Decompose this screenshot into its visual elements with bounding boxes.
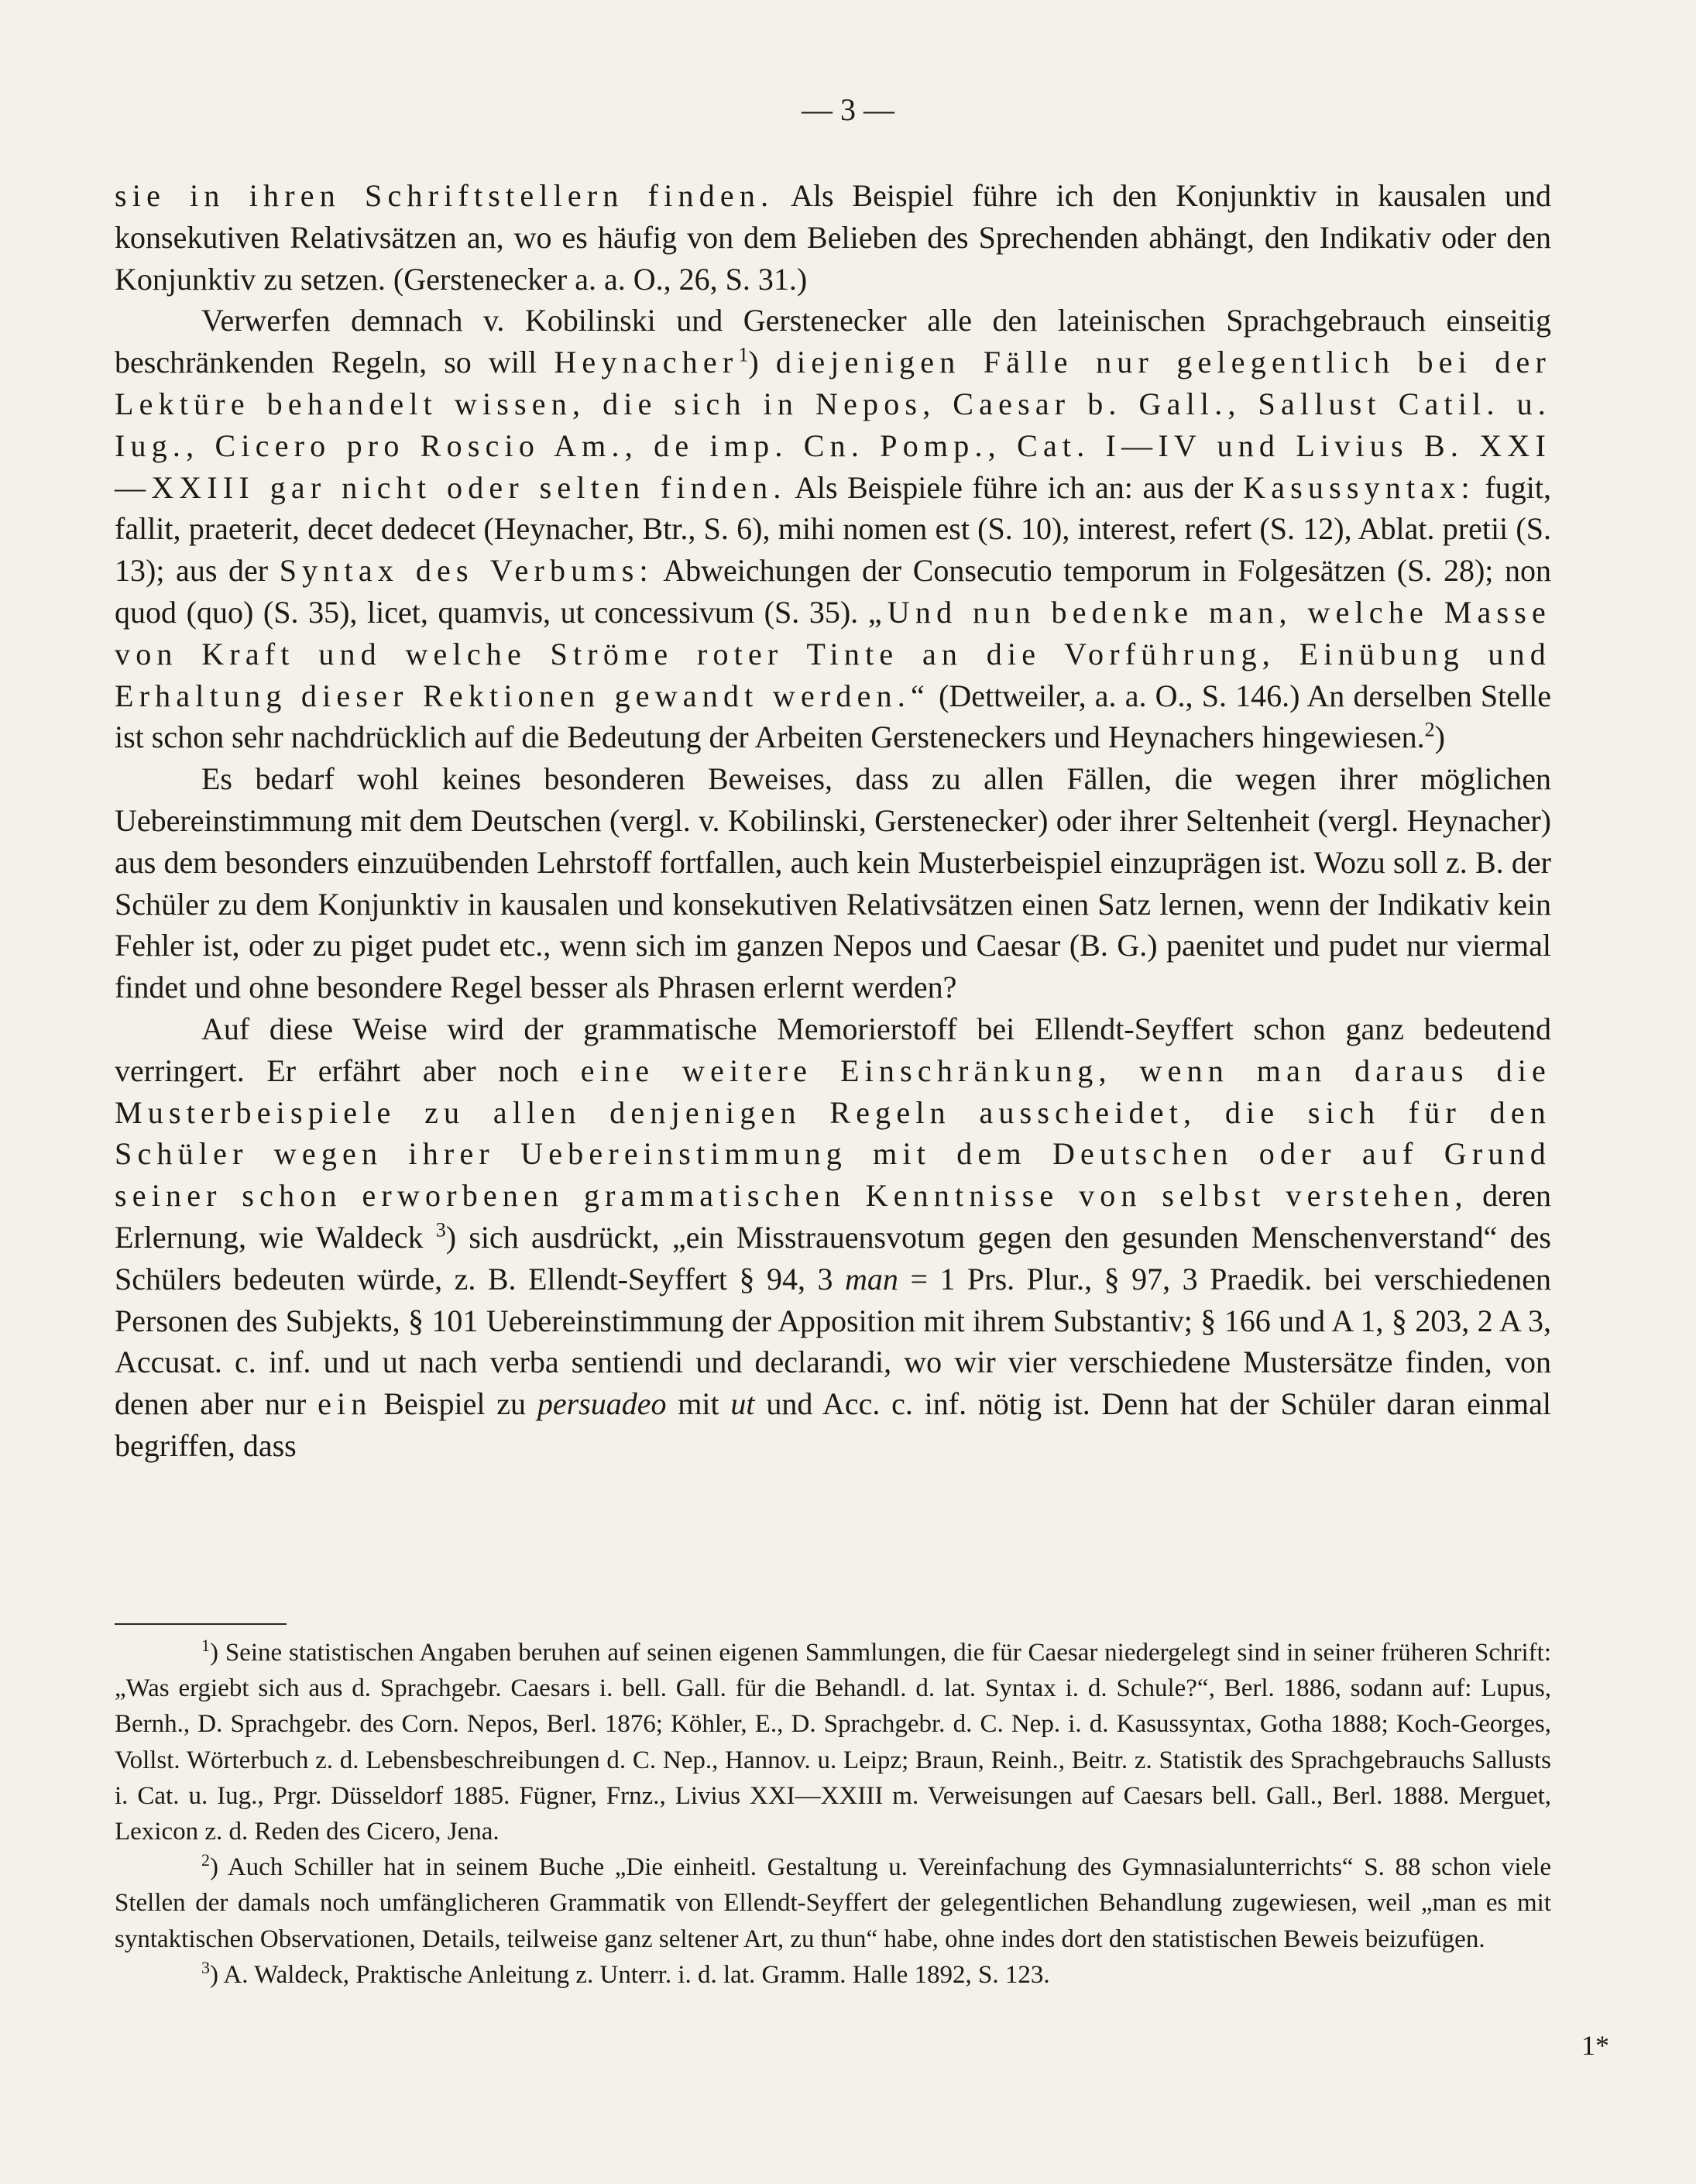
- emphasis-spaced: Heynacher: [554, 345, 739, 380]
- paragraph-3: Es bedarf wohl keines besonderen Beweises, dass zu allen Fällen, die wegen ihrer möglichen Uebereinstimmung mit dem Deutschen (vergl. v. Kobilinski, Gerstenecker) oder ihrer Seltenheit (vergl. Heynacher) aus dem besonders einzuübenden Lehrstoff fortfallen, auch kein Musterbeispiel einzuprägen ist. Wozu soll z. B. der Schüler zu dem Konjunktiv in kausalen und konsekutiven Relativsätzen einen Satz lernen, wenn der Indikativ kein Fehler ist, oder zu piget pudet etc., wenn sich im ganzen Nepos und Caesar (B. G.) paenitet und pudet nur viermal findet und ohne besondere Regel besser als Phrasen erlernt werden?: [115, 761, 1551, 1005]
- text-run: Verwerfen demnach v. Kobilinski und Gerstenecker alle den lateinischen Sprachgebrauch einseitig beschränkenden Regeln, so will: [115, 303, 1551, 380]
- footnote-ref-3[interactable]: 3: [435, 1218, 446, 1241]
- emphasis-spaced: diejenigen Fälle nur gelegentlich bei der Lektüre behandelt wissen, die sich in Nepos, Caesar b. Gall., Sallust Catil. u. Iug., Cicero pro Roscio Am., de imp. Cn. Pomp., Cat. I—IV und Livius B. XXI—XXIII gar nicht oder selten finden.: [115, 345, 1552, 505]
- page-number: — 3 —: [802, 92, 894, 127]
- main-text: [115, 175, 1551, 1467]
- footnote-mark: 2: [201, 1850, 210, 1870]
- text-run: Als Beispiele führe ich an: aus der: [786, 469, 1244, 505]
- emphasis-italic: ut: [730, 1386, 755, 1422]
- footnote-ref-2[interactable]: 2: [1424, 719, 1435, 742]
- emphasis-spaced: Kasussyntax:: [1243, 469, 1475, 505]
- emphasis-italic: persuadeo: [537, 1386, 667, 1422]
- emphasis-spaced: eine weitere Einschränkung, wenn man daraus die Musterbeispiele zu allen denjenigen Regeln ausscheidet, die sich für den Schüler wegen ihrer Uebereinstimmung mit dem Deutschen oder auf Grund seiner schon erworbenen grammatischen Kenntnisse von selbst verstehen,: [115, 1053, 1551, 1214]
- text-run: Als Beispiel führe ich den Konjunktiv in kausalen und konsekutiven Relativsätzen an, wo es häufig von dem Belieben des Sprechenden abhängt, den Indikativ oder den Konjunktiv zu setzen. (Gerstenecker a. a. O., 26, S. 31.): [115, 178, 1552, 297]
- text-run: ): [1434, 719, 1445, 755]
- paragraph-1: [115, 175, 1551, 300]
- footnote-text: ) Seine statistischen Angaben beruhen auf seinen eigenen Sammlungen, die für Caesar niedergelegt sind in seiner früheren Schrift: „Was ergiebt sich aus d. Sprachgebr. Caesars i. bell. Gall. für die Behandl. d. lat. Syntax i. d. Schule?“, Berl. 1886, sodann auf: Lupus, Bernh., D. Sprachgebr. des Corn. Nepos, Berl. 1876; Köhler, E., D. Sprachgebr. d. C. Nep. i. d. Kasussyntax, Gotha 1888; Koch-Georges, Vollst. Wörterbuch z. d. Lebensbeschreibungen d. C. Nep., Hannov. u. Leipz; Braun, Reinh., Beitr. z. Statistik des Sprachgebrauchs Sallusts i. Cat. u. Iug., Prgr. Düsseldorf 1885. Fügner, Frnz., Livius XXI—XXIII m. Verweisungen auf Caesars bell. Gall., Berl. 1888. Merguet, Lexicon z. d. Reden des Cicero, Jena.: [115, 1639, 1551, 1846]
- emphasis-spaced: Syntax des Verbums:: [279, 553, 654, 589]
- footnote-2: [115, 1849, 1551, 1957]
- footnote-mark: 1: [201, 1636, 210, 1655]
- footnote-ref-1[interactable]: 1: [738, 343, 749, 366]
- text-run: deren Erlernung, wie Waldeck: [115, 1178, 1551, 1255]
- text-run: Abweichungen der Consecutio temporum in Folgesätzen (S. 28); non quod (quo) (S. 35), licet, quamvis, ut concessivum (S. 35).: [115, 553, 1551, 630]
- text-run: fugit, fallit, praeterit, decet dedecet (Heynacher, Btr., S. 6), mihi nomen est (S. 10), interest, refert (S. 12), Ablat. pretii (S. 13); aus der: [115, 469, 1551, 589]
- text-run: ) sich ausdrückt, „ein Misstrauensvotum gegen den gesunden Menschenverstand“ des Schülers bedeuten würde, z. B. Ellendt-Seyffert § 94, 3: [115, 1219, 1551, 1296]
- text-run: (Dettweiler, a. a. O., S. 146.) An derselben Stelle ist schon sehr nachdrücklich auf die Bedeutung der Arbeiten Gersteneckers und Heynachers hingewiesen.: [115, 678, 1551, 755]
- text-run: Beispiel zu: [372, 1386, 537, 1422]
- footnote-text: ) A. Waldeck, Praktische Anleitung z. Unterr. i. d. lat. Gramm. Halle 1892, S. 123.: [210, 1960, 1050, 1989]
- text-run: und Acc. c. inf. nötig ist. Denn hat der Schüler daran einmal begriffen, dass: [115, 1386, 1552, 1463]
- emphasis-spaced: ein: [318, 1386, 373, 1422]
- emphasis-italic: man: [845, 1261, 898, 1296]
- footnote-3: [115, 1957, 1551, 1993]
- footnotes: [115, 1635, 1551, 1993]
- footnote-divider: [115, 1623, 287, 1625]
- footnote-text: ) Auch Schiller hat in seinem Buche „Die einheitl. Gestaltung u. Vereinfachung des Gymnasialunterrichts“ S. 88 schon viele Stellen der damals noch umfänglicheren Grammatik von Ellendt-Seyffert der gelegentlichen Behandlung zugewiesen, weil „man es mit syntaktischen Observationen, Details, teilweise ganz seltener Art, zu thun“ habe, ohne indes dort den statistischen Beweis beizufügen.: [115, 1853, 1551, 1953]
- printer-signature-mark: 1*: [1581, 2030, 1609, 2061]
- emphasis-spaced: „Und nun bedenke man, welche Masse von Kraft und welche Ströme roter Tinte an die Vorführung, Einübung und Erhaltung dieser Rektionen gewandt werden.“: [115, 594, 1552, 713]
- text-run: Auf diese Weise wird der grammatische Memorierstoff bei Ellendt-Seyffert schon ganz bedeutend verringert. Er erfährt aber noch: [115, 1011, 1551, 1088]
- footnote-mark: 3: [201, 1957, 210, 1977]
- text-run: = 1 Prs. Plur., § 97, 3 Praedik. bei verschiedenen Personen des Subjekts, § 101 Uebereinstimmung der Apposition mit ihrem Substantiv; § 166 und A 1, § 203, 2 A 3, Accusat. c. inf. und ut nach verba sentiendi und declarandi, wo wir vier verschiedene Mustersätze finden, von denen aber nur: [115, 1261, 1551, 1422]
- emphasis-spaced: sie in ihren Schriftstellern finden.: [115, 178, 774, 213]
- text-run: mit: [666, 1386, 731, 1422]
- footnote-1: [115, 1635, 1551, 1849]
- paragraph-2: [115, 300, 1551, 758]
- text-run: ): [748, 345, 776, 380]
- paragraph-4: [115, 1008, 1551, 1467]
